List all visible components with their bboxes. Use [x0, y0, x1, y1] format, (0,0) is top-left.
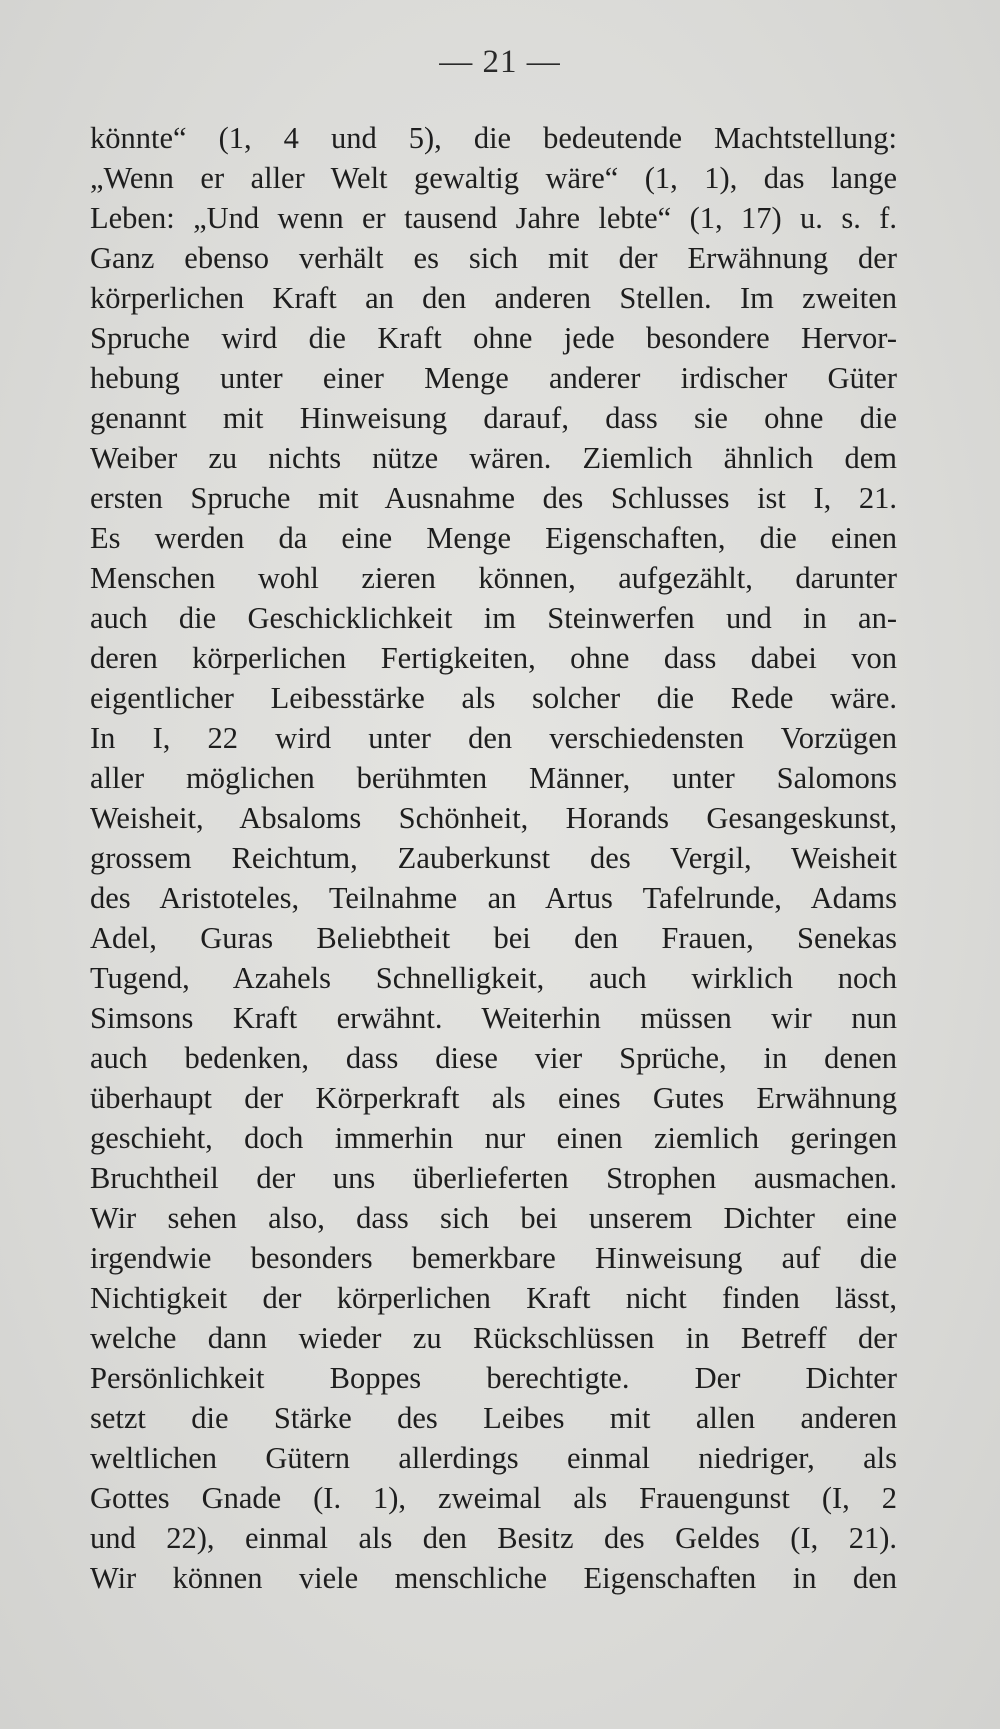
text-line: Weisheit, Absaloms Schönheit, Horands Gesangeskunst,	[90, 801, 897, 835]
text-line: geschieht, doch immerhin nur einen ziemlich geringen	[90, 1121, 897, 1155]
text-line: des Aristoteles, Teilnahme an Artus Tafelrunde, Adams	[90, 881, 897, 915]
text-line: Gottes Gnade (I. 1), zweimal als Frauengunst (I, 2	[90, 1481, 897, 1515]
text-line: welche dann wieder zu Rückschlüssen in Betreff der	[90, 1321, 897, 1355]
text-line: ersten Spruche mit Ausnahme des Schlusses ist I, 21.	[90, 481, 897, 515]
text-line: überhaupt der Körperkraft als eines Gutes Erwähnung	[90, 1081, 897, 1115]
text-line: deren körperlichen Fertigkeiten, ohne dass dabei von	[90, 641, 897, 675]
text-line: genannt mit Hinweisung darauf, dass sie ohne die	[90, 401, 897, 435]
body-text	[90, 118, 897, 1598]
text-line: Tugend, Azahels Schnelligkeit, auch wirklich noch	[90, 961, 897, 995]
text-line: irgendwie besonders bemerkbare Hinweisung auf die	[90, 1241, 897, 1275]
text-line: Menschen wohl zieren können, aufgezählt, darunter	[90, 561, 897, 595]
text-line: eigentlicher Leibesstärke als solcher die Rede wäre.	[90, 681, 897, 715]
text-line: „Wenn er aller Welt gewaltig wäre“ (1, 1), das lange	[90, 161, 897, 195]
text-line: Es werden da eine Menge Eigenschaften, die einen	[90, 521, 897, 555]
text-line: körperlichen Kraft an den anderen Stellen. Im zweiten	[90, 281, 897, 315]
text-line: Simsons Kraft erwähnt. Weiterhin müssen wir nun	[90, 1001, 897, 1035]
text-line: weltlichen Gütern allerdings einmal niedriger, als	[90, 1441, 897, 1475]
text-line: Leben: „Und wenn er tausend Jahre lebte“ (1, 17) u. s. f.	[90, 201, 897, 235]
text-line: In I, 22 wird unter den verschiedensten Vorzügen	[90, 721, 897, 755]
text-line: grossem Reichtum, Zauberkunst des Vergil, Weisheit	[90, 841, 897, 875]
text-line: Adel, Guras Beliebtheit bei den Frauen, Senekas	[90, 921, 897, 955]
text-line: und 22), einmal als den Besitz des Geldes (I, 21).	[90, 1521, 897, 1555]
text-line: Ganz ebenso verhält es sich mit der Erwähnung der	[90, 241, 897, 275]
text-line: Nichtigkeit der körperlichen Kraft nicht finden lässt,	[90, 1281, 897, 1315]
text-line: auch bedenken, dass diese vier Sprüche, in denen	[90, 1041, 897, 1075]
text-line: aller möglichen berühmten Männer, unter Salomons	[90, 761, 897, 795]
text-line: Bruchtheil der uns überlieferten Strophen ausmachen.	[90, 1161, 897, 1195]
text-line: könnte“ (1, 4 und 5), die bedeutende Machtstellung:	[90, 121, 897, 155]
text-line: Wir sehen also, dass sich bei unserem Dichter eine	[90, 1201, 897, 1235]
text-line: Weiber zu nichts nütze wären. Ziemlich ähnlich dem	[90, 441, 897, 475]
text-line: hebung unter einer Menge anderer irdischer Güter	[90, 361, 897, 395]
text-line: Persönlichkeit Boppes berechtigte. Der Dichter	[90, 1361, 897, 1395]
page-number: — 21 —	[439, 44, 561, 80]
text-line: Spruche wird die Kraft ohne jede besondere Hervor-	[90, 321, 897, 355]
text-line: setzt die Stärke des Leibes mit allen anderen	[90, 1401, 897, 1435]
text-line: Wir können viele menschliche Eigenschaften in den	[90, 1561, 897, 1595]
text-line: auch die Geschicklichkeit im Steinwerfen und in an-	[90, 601, 897, 635]
